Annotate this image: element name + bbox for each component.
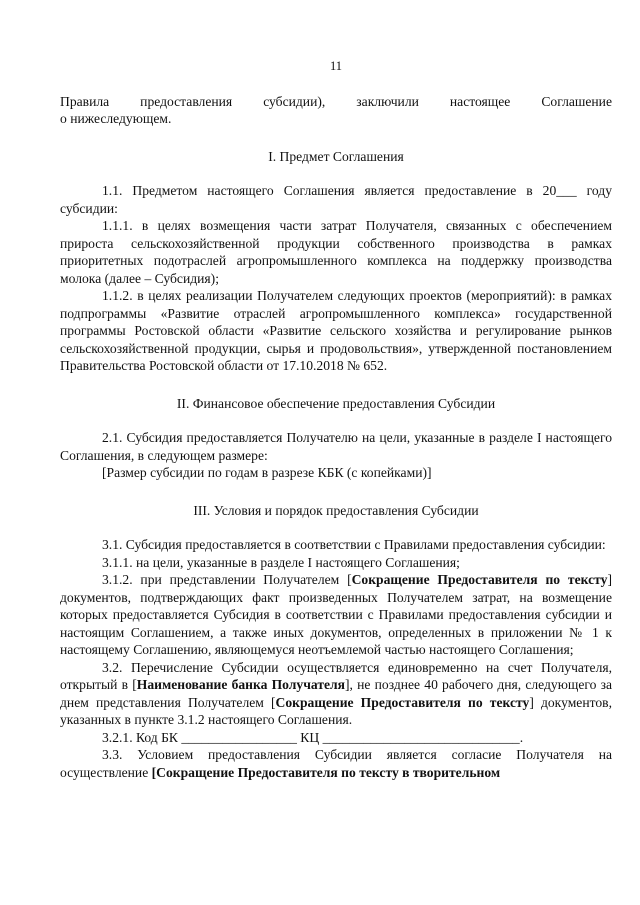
paragraph-3-3-start: 3.3. Условием предоставления Субсидии является согласие Получателя на осуществление bbox=[60, 747, 612, 780]
paragraph-2-1-amount: [Размер субсидии по годам в разрезе КБК (с копейками)] bbox=[102, 465, 432, 480]
provider-abbrev-instrumental-placeholder: [Сокращение Предоставителя по тексту в творительном bbox=[151, 764, 501, 780]
intro-line-1: Правила предоставления субсидии), заключили настоящее Соглашение bbox=[60, 93, 612, 109]
paragraph-3-1: 3.1. Субсидия предоставляется в соответствии с Правилами предоставления субсидии: bbox=[102, 537, 606, 552]
provider-abbrev-placeholder-2: Сокращение Предоставителя по тексту bbox=[275, 694, 530, 710]
paragraph-3-1-2-rest: ] документов, подтверждающих факт произведенных Получателем затрат, на возмещение которых предоставляется Субсидия в соответствии с Правилами предоставления субсидии и настоящим Соглашением, а также иных документов, определенных в приложении № 1 к настоящему Соглашению, являющемуся неотъемлемой частью настоящего Соглашения; bbox=[60, 572, 612, 657]
paragraph-3-1-1: 3.1.1. на цели, указанные в разделе I настоящего Соглашения; bbox=[102, 554, 460, 570]
paragraph-1-1: 1.1. Предметом настоящего Соглашения является предоставление в 20___ году субсидии: bbox=[60, 183, 612, 216]
paragraph-3-2-start: 3.2. Перечисление Субсидии осуществляется единовременно на счет Получателя, открытый в [ bbox=[60, 659, 612, 692]
paragraph-1-1-2: 1.1.2. в целях реализации Получателем следующих проектов (мероприятий): в рамках подпрограммы «Развитие отраслей агропромышленного комплекса» государственной программы Ростовской области «Развитие сельского хозяйства и регулирование рынков сельскохозяйственной продукции, сырья и продовольствия», утвержденной постановлением Правительства Ростовской области от 17.10.2018 № 652. bbox=[60, 288, 612, 373]
section-1-heading: I. Предмет Соглашения bbox=[268, 148, 404, 164]
intro-paragraph bbox=[60, 93, 612, 111]
paragraph-3-1-2-start: 3.1.2. при представлении Получателем [ bbox=[102, 572, 352, 587]
paragraph-3-2 bbox=[60, 659, 612, 729]
section-3-heading: III. Условия и порядок предоставления Субсидии bbox=[193, 502, 479, 518]
section-2-heading: II. Финансовое обеспечение предоставления Субсидии bbox=[176, 395, 496, 411]
paragraph-3-2-end: ] документов, указанных в пункте 3.1.2 настоящего Соглашения. bbox=[60, 694, 612, 727]
page-number: 11 bbox=[329, 59, 343, 73]
paragraph-3-3 bbox=[60, 746, 612, 781]
paragraph-3-2-middle: ], не позднее 40 рабочего дня, следующего за днем представления Получателем [ bbox=[60, 677, 613, 710]
paragraph-3-1-2 bbox=[60, 571, 612, 659]
paragraph-3-2-1: 3.2.1. Код БК _________________ КЦ _____________________________. bbox=[102, 729, 524, 745]
bank-name-placeholder: Наименование банка Получателя bbox=[136, 677, 346, 692]
document-page bbox=[60, 58, 612, 781]
intro-paragraph-end: о нижеследующем. bbox=[60, 111, 172, 126]
paragraph-1-1-1: 1.1.1. в целях возмещения части затрат Получателя, связанных с обеспечением прироста сельскохозяйственной продукции собственного производства в рамках приоритетных подотраслей агропромышленного комплекса на поддержку производства молока (далее – Субсидия); bbox=[60, 218, 612, 286]
paragraph-2-1: 2.1. Субсидия предоставляется Получателю на цели, указанные в разделе I настоящего Соглашения, в следующем размере: bbox=[60, 430, 612, 463]
provider-abbrev-placeholder: Сокращение Предоставителя по тексту bbox=[351, 572, 608, 587]
